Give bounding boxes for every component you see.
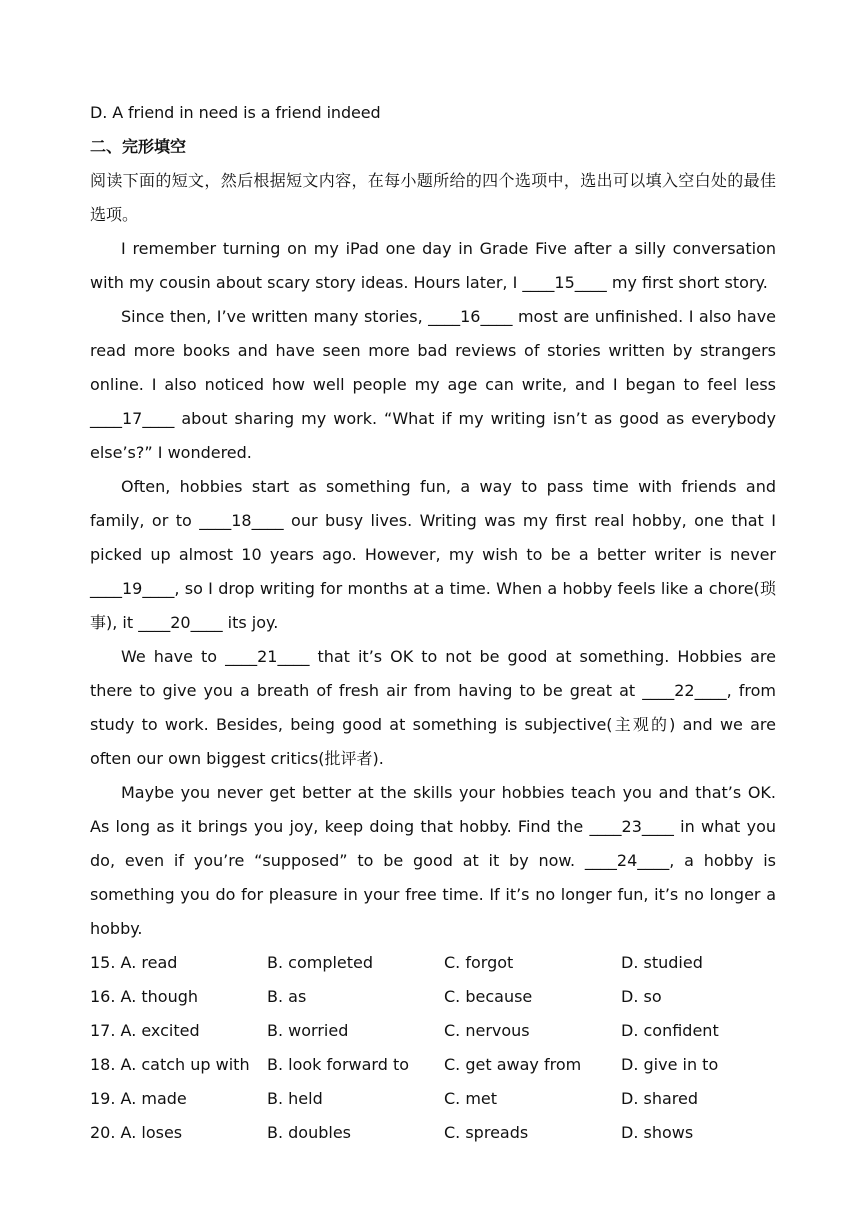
option-a: 15. A. read: [90, 953, 178, 972]
option-d: D. shared: [621, 1089, 698, 1108]
previous-option-d: D. A friend in need is a friend indeed: [90, 103, 381, 122]
option-a: 20. A. loses: [90, 1123, 183, 1142]
option-b: B. doubles: [267, 1123, 352, 1142]
question-20: [90, 1116, 776, 1150]
option-a: 16. A. though: [90, 987, 199, 1006]
option-a: 19. A. made: [90, 1089, 187, 1108]
option-d: D. shows: [621, 1123, 694, 1142]
passage-paragraph-5: Maybe you never get better at the skills your hobbies teach you and that’s OK. As long as it brings you joy, keep doing that hobby. Find the ____23____ in what you do, even if you’re “supposed” to be good at it by now. ____24____, a hobby is something you do for pleasure in your free time. If it’s no longer fun, it’s no longer a hobby.: [90, 783, 776, 938]
document-page: [90, 96, 776, 1150]
question-15: [90, 946, 776, 980]
passage-paragraph-4: We have to ____21____ that it’s OK to not be good at something. Hobbies are there to give you a breath of fresh air from having to be great at ____22____, from study to work. Besides, being good at something is subjective(主观的) and we are often our own biggest critics(批评者).: [90, 647, 776, 768]
option-c: C. met: [444, 1089, 498, 1108]
passage-paragraph-1: I remember turning on my iPad one day in Grade Five after a silly conversation with my cousin about scary story ideas. Hours later, I ____15____ my first short story.: [90, 239, 776, 292]
option-b: B. completed: [267, 953, 374, 972]
option-c: C. get away from: [444, 1055, 582, 1074]
option-d: D. so: [621, 987, 662, 1006]
instructions: 阅读下面的短文，然后根据短文内容，在每小题所给的四个选项中，选出可以填入空白处的最佳选项。: [90, 171, 776, 224]
question-18: [90, 1048, 776, 1082]
section-title: 二、完形填空: [90, 137, 187, 156]
option-b: B. look forward to: [267, 1055, 410, 1074]
option-a: 18. A. catch up with: [90, 1055, 250, 1074]
question-16: [90, 980, 776, 1014]
option-d: D. give in to: [621, 1055, 719, 1074]
option-c: C. because: [444, 987, 533, 1006]
option-c: C. nervous: [444, 1021, 530, 1040]
option-d: D. confident: [621, 1021, 719, 1040]
passage-paragraph-3: Often, hobbies start as something fun, a way to pass time with friends and family, or to ____18____ our busy lives. Writing was my first real hobby, one that I picked up almost 10 years ago. However, my wish to be a better writer is never ____19____, so I drop writing for months at a time. When a hobby feels like a chore(琐事), it ____20____ its joy.: [90, 477, 776, 632]
question-17: [90, 1014, 776, 1048]
option-b: B. worried: [267, 1021, 349, 1040]
passage-paragraph-2: Since then, I’ve written many stories, ____16____ most are unfinished. I also have read more books and have seen more bad reviews of stories written by strangers online. I also noticed how well people my age can write, and I began to feel less ____17____ about sharing my work. “What if my writing isn’t as good as everybody else’s?” I wondered.: [90, 307, 776, 462]
option-c: C. spreads: [444, 1123, 529, 1142]
option-c: C. forgot: [444, 953, 514, 972]
option-b: B. held: [267, 1089, 323, 1108]
option-b: B. as: [267, 987, 307, 1006]
question-19: [90, 1082, 776, 1116]
option-d: D. studied: [621, 953, 703, 972]
option-a: 17. A. excited: [90, 1021, 200, 1040]
question-options: [90, 946, 776, 1150]
